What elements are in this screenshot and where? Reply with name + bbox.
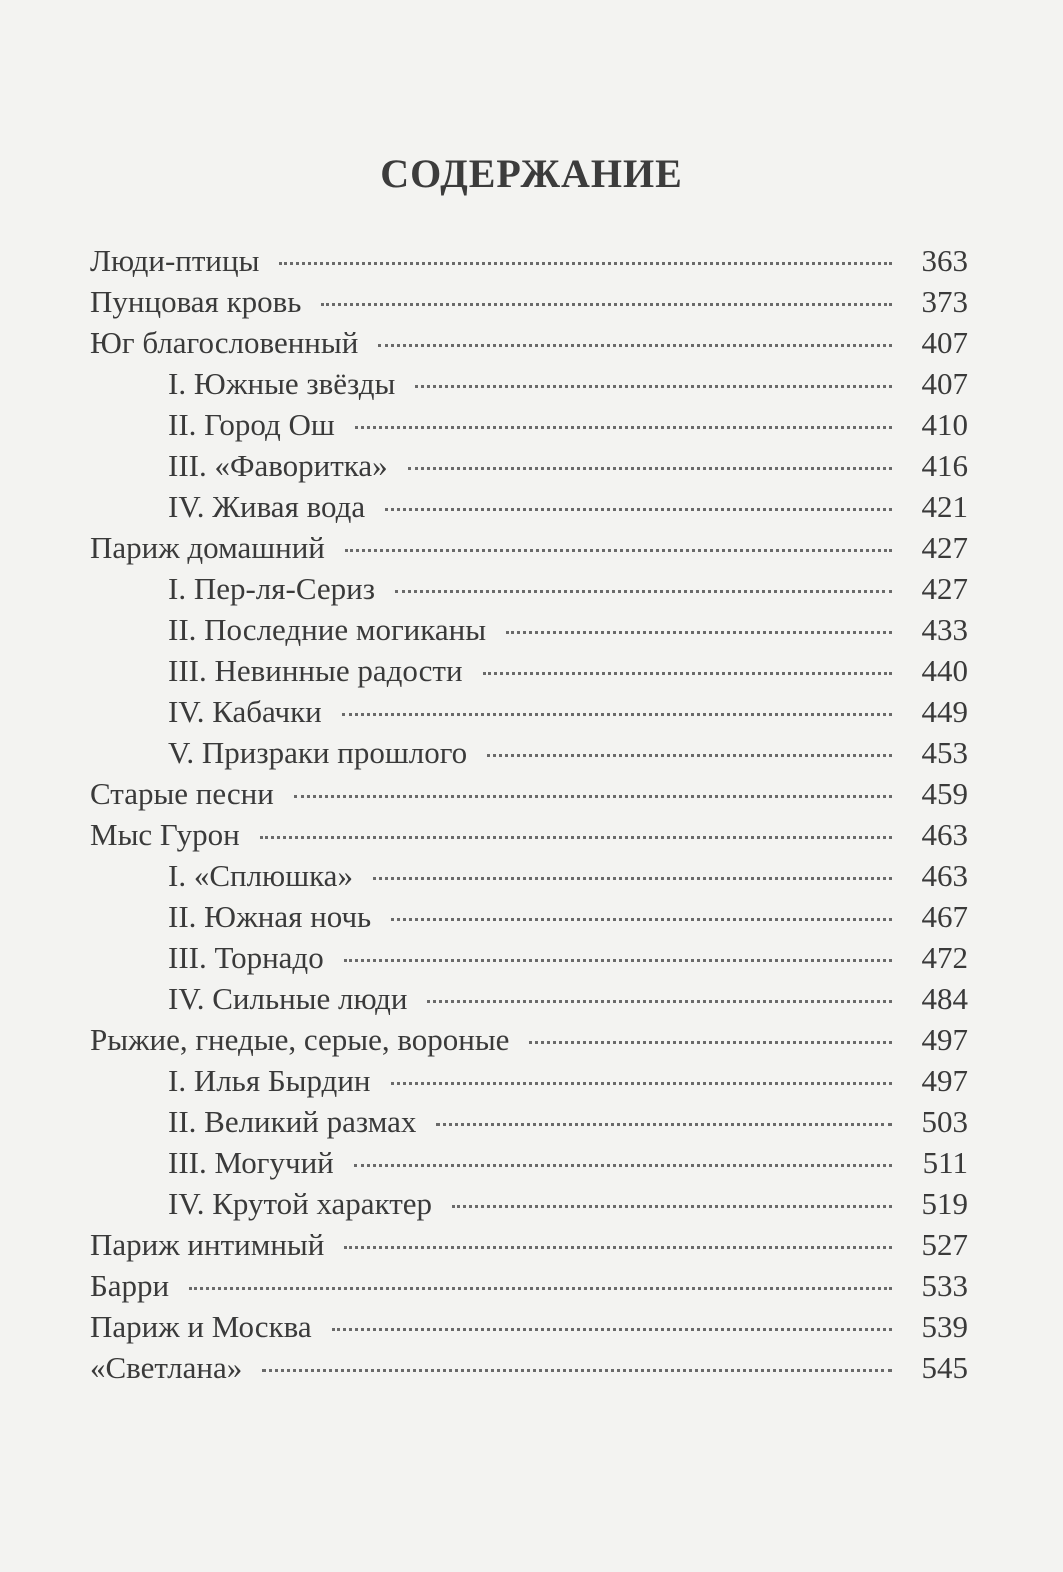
toc-subentry (90, 363, 968, 404)
toc-entry-title: II. Последние могиканы (168, 612, 487, 647)
toc-entry-title: Старые песни (90, 776, 274, 811)
toc-entry-title: II. Город Ош (168, 407, 335, 442)
toc-page-number: 539 (921, 1309, 968, 1344)
toc-entry-title: III. Могучий (168, 1145, 334, 1180)
toc-entry-title: I. Илья Бырдин (168, 1063, 371, 1098)
toc-page-number: 463 (921, 858, 968, 893)
toc-subentry (90, 896, 968, 937)
toc-entry (90, 814, 968, 855)
toc-page-number: 427 (921, 571, 968, 606)
toc-page-number: 472 (921, 940, 968, 975)
dot-leader (260, 836, 892, 839)
toc-subentry (90, 691, 968, 732)
toc-entry-title: III. «Фаворитка» (168, 448, 388, 483)
toc-page-number: 427 (921, 530, 968, 565)
toc-subentry (90, 568, 968, 609)
toc-page-number: 484 (921, 981, 968, 1016)
toc-page-number: 533 (921, 1268, 968, 1303)
dot-leader (436, 1123, 892, 1126)
toc-entry-title: I. «Сплюшка» (168, 858, 353, 893)
toc-page-number: 527 (921, 1227, 968, 1262)
toc-page-number: 467 (921, 899, 968, 934)
dot-leader (395, 590, 892, 593)
toc-entry-title: Рыжие, гнедые, серые, вороные (90, 1022, 510, 1057)
toc-entry (90, 1306, 968, 1347)
toc-entry-title: «Светлана» (90, 1350, 243, 1385)
toc-page-number: 519 (921, 1186, 968, 1221)
toc-subentry (90, 1101, 968, 1142)
toc-subentry (90, 1183, 968, 1224)
dot-leader (529, 1041, 892, 1044)
dot-leader (294, 795, 892, 798)
toc-subentry (90, 445, 968, 486)
toc-entry-title: Париж интимный (90, 1227, 325, 1262)
toc-page-number: 407 (921, 366, 968, 401)
toc-entry-title: III. Торнадо (168, 940, 324, 975)
dot-leader (483, 672, 892, 675)
toc-entry-title: Париж домашний (90, 530, 325, 565)
dot-leader (344, 1246, 892, 1249)
toc-page-number: 449 (921, 694, 968, 729)
toc-entry-title: IV. Кабачки (168, 694, 322, 729)
dot-leader (279, 262, 892, 265)
toc-entry (90, 1224, 968, 1265)
toc-entry (90, 527, 968, 568)
dot-leader (354, 1164, 892, 1167)
toc-entry (90, 240, 968, 281)
toc-page-number: 545 (921, 1350, 968, 1385)
toc-entry-title: IV. Живая вода (168, 489, 366, 524)
toc-entry-title: II. Великий размах (168, 1104, 417, 1139)
toc-entry-title: I. Южные звёзды (168, 366, 396, 401)
toc-entry-title: I. Пер-ля-Сериз (168, 571, 375, 606)
toc-subentry (90, 486, 968, 527)
toc-page-number: 503 (921, 1104, 968, 1139)
toc-page-number: 410 (921, 407, 968, 442)
dot-leader (385, 508, 892, 511)
dot-leader (355, 426, 892, 429)
toc-page-number: 497 (921, 1022, 968, 1057)
toc-page-number: 463 (921, 817, 968, 852)
dot-leader (189, 1287, 892, 1290)
toc-page-number: 407 (921, 325, 968, 360)
toc-entry-title: V. Призраки прошлого (168, 735, 468, 770)
toc-subentry (90, 937, 968, 978)
dot-leader (506, 631, 892, 634)
dot-leader (373, 877, 892, 880)
toc-page-number: 497 (921, 1063, 968, 1098)
dot-leader (391, 1082, 893, 1085)
toc-page-number: 511 (922, 1145, 968, 1180)
toc-entry-title: II. Южная ночь (168, 899, 372, 934)
toc-entry-title: Париж и Москва (90, 1309, 312, 1344)
toc-page-number: 416 (921, 448, 968, 483)
toc-entry (90, 773, 968, 814)
dot-leader (262, 1369, 892, 1372)
toc-page-number: 433 (921, 612, 968, 647)
toc-entry-title: Люди-птицы (90, 243, 260, 278)
toc-subentry (90, 1142, 968, 1183)
toc-subentry (90, 609, 968, 650)
toc-entry-title: IV. Сильные люди (168, 981, 408, 1016)
toc-entry-title: III. Невинные радости (168, 653, 463, 688)
dot-leader (378, 344, 892, 347)
toc-entry-title: Пунцовая кровь (90, 284, 302, 319)
toc-page-number: 421 (921, 489, 968, 524)
toc-entry-title: Барри (90, 1268, 170, 1303)
toc-subentry (90, 732, 968, 773)
toc-entry (90, 1347, 968, 1388)
dot-leader (332, 1328, 892, 1331)
dot-leader (427, 1000, 892, 1003)
toc-subentry (90, 404, 968, 445)
dot-leader (342, 713, 892, 716)
toc-entry (90, 1265, 968, 1306)
toc-page-number: 459 (921, 776, 968, 811)
toc-entry-title: Мыс Гурон (90, 817, 240, 852)
toc-page-number: 373 (921, 284, 968, 319)
dot-leader (408, 467, 892, 470)
dot-leader (415, 385, 892, 388)
dot-leader (391, 918, 892, 921)
toc-page-number: 453 (921, 735, 968, 770)
toc-subentry (90, 1060, 968, 1101)
toc-entry (90, 281, 968, 322)
page-title: СОДЕРЖАНИЕ (380, 151, 683, 196)
toc-page-number: 440 (921, 653, 968, 688)
toc-subentry (90, 978, 968, 1019)
toc-page-number: 363 (921, 243, 968, 278)
toc-subentry (90, 855, 968, 896)
toc-entry-title: IV. Крутой характер (168, 1186, 433, 1221)
toc-subentry (90, 650, 968, 691)
dot-leader (344, 959, 892, 962)
toc-entry (90, 322, 968, 363)
dot-leader (345, 549, 892, 552)
table-of-contents (90, 240, 968, 1388)
dot-leader (452, 1205, 892, 1208)
dot-leader (487, 754, 892, 757)
dot-leader (321, 303, 892, 306)
toc-entry-title: Юг благословенный (90, 325, 359, 360)
toc-entry (90, 1019, 968, 1060)
